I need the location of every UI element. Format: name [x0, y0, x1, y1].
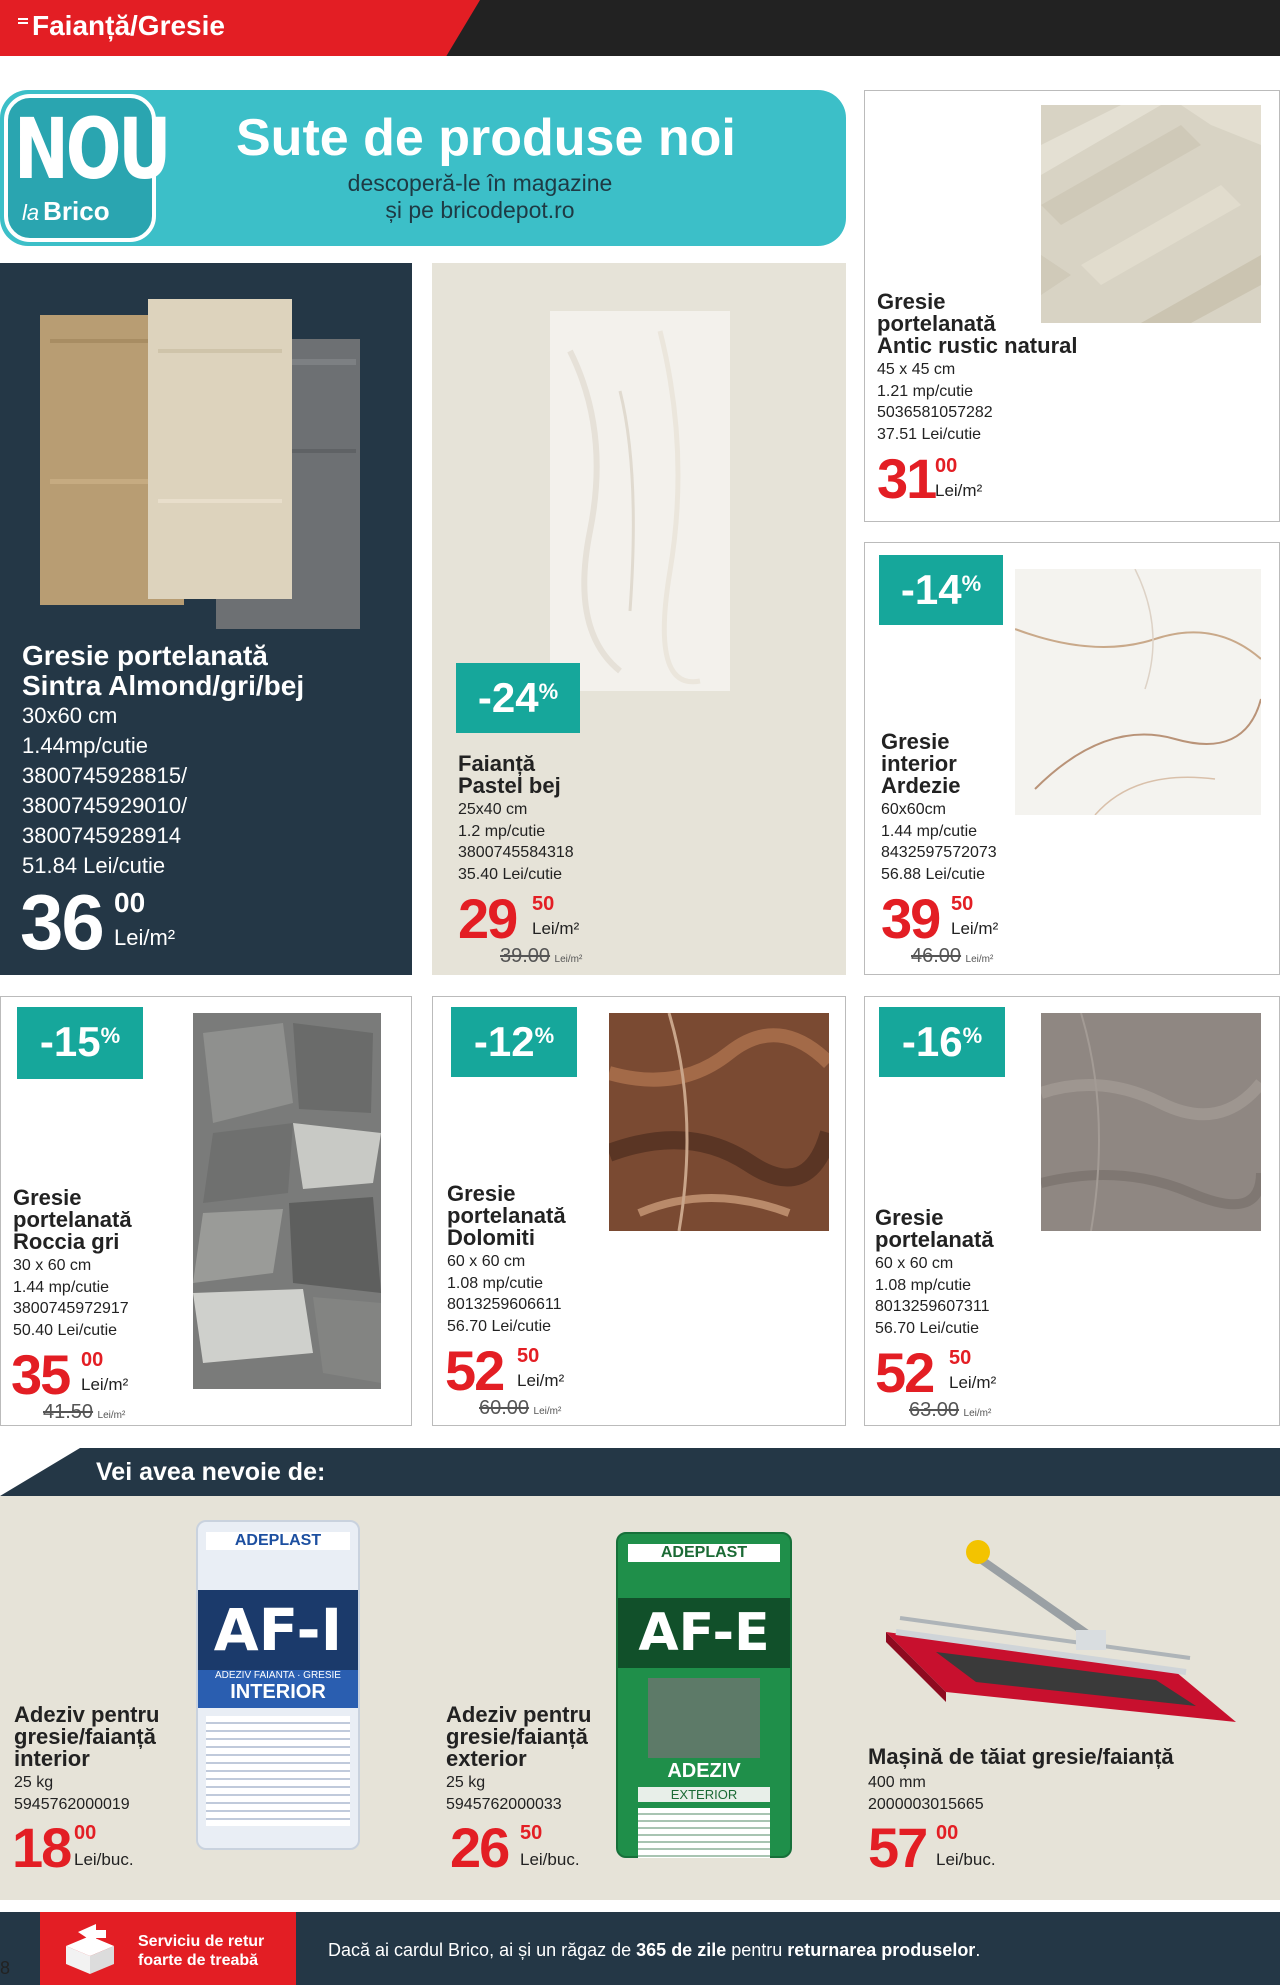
product-card-pastel[interactable] [432, 263, 846, 975]
product-card-roccia[interactable] [0, 996, 412, 1426]
page-number: 8 [0, 1958, 11, 1978]
product-image-af-e: ADEPLAST AF-E ADEZIV EXTERIOR [616, 1532, 792, 1858]
discount-badge: -16% [879, 1007, 1005, 1077]
tile-image-wood [40, 299, 362, 629]
price-cents: 50 [517, 1345, 540, 1367]
return-policy-text: Dacă ai cardul Brico, ai și un răgaz de 365 de zile pentru returnarea produselor. [328, 1940, 981, 1960]
product-card-antic[interactable] [864, 90, 1280, 522]
price-lei: 36 [20, 878, 103, 966]
price-unit: Lei/buc. [936, 1850, 996, 1869]
product-name: Gresie interior Ardezie [881, 729, 961, 798]
tile-image-dolomiti [609, 1013, 829, 1231]
discount-badge: -24% [456, 663, 580, 733]
price-cents: 00 [74, 1822, 97, 1844]
price-lei: 39 [881, 887, 940, 950]
menu-icon [18, 18, 28, 28]
product-card-sintra[interactable] [0, 263, 412, 975]
price-lei: 52 [875, 1341, 934, 1404]
return-service-label: Serviciu de retur foarte de treabă [138, 1933, 265, 1969]
return-box-icon [62, 1924, 118, 1974]
product-specs: 25x40 cm 1.2 mp/cutie 3800745584318 35.40 Lei/cutie [458, 801, 574, 883]
price-unit: Lei/m² [517, 1371, 565, 1390]
product-specs: 60x60cm 1.44 mp/cutie 8432597572073 56.88 Lei/cutie [881, 801, 997, 883]
tools-title: Vei avea nevoie de: [96, 1458, 326, 1486]
price-cents: 50 [949, 1347, 972, 1369]
price-unit: Lei/buc. [74, 1850, 134, 1869]
product-name: Gresie portelanată Dolomiti [447, 1181, 566, 1250]
price-cents: 00 [114, 887, 146, 918]
old-price: 60.00 Lei/m² [479, 1397, 562, 1419]
discount-badge: -14% [879, 555, 1003, 625]
price-unit: Lei/m² [114, 925, 176, 950]
price-cents: 50 [532, 893, 555, 915]
nou-label: NOU [14, 100, 169, 198]
page-title: Faianță/Gresie [32, 10, 225, 41]
old-price: 46.00 Lei/m² [911, 945, 994, 967]
tile-image-slate [1041, 1013, 1261, 1231]
price-lei: 35 [11, 1343, 70, 1406]
product-name: Gresie portelanată [875, 1205, 994, 1252]
product-specs: 60 x 60 cm 1.08 mp/cutie 8013259607311 56.70 Lei/cutie [875, 1255, 990, 1337]
price-lei: 26 [450, 1816, 509, 1879]
product-specs: 30x60 cm 1.44mp/cutie 3800745928815/ 3800745929010/ 3800745928914 51.84 Lei/cutie [22, 703, 188, 878]
price-unit: Lei/buc. [520, 1850, 580, 1869]
product-name: Gresie portelanată Antic rustic natural [877, 289, 1078, 358]
price-lei: 31 [877, 447, 936, 510]
price-unit: Lei/m² [532, 919, 580, 938]
product-card-dolomiti[interactable] [432, 996, 846, 1426]
product-name: Adeziv pentru gresie/faianță interior [14, 1702, 160, 1771]
product-specs: 60 x 60 cm 1.08 mp/cutie 8013259606611 56.70 Lei/cutie [447, 1253, 562, 1335]
price-cents: 00 [936, 1822, 959, 1844]
product-specs: 30 x 60 cm 1.44 mp/cutie 3800745972917 50.40 Lei/cutie [13, 1257, 129, 1339]
price-lei: 29 [458, 887, 517, 950]
product-image-tile-cutter [876, 1522, 1246, 1742]
product-name: Gresie portelanată Roccia gri [13, 1185, 132, 1254]
product-name: Adeziv pentru gresie/faianță exterior [446, 1702, 592, 1771]
brico-logo: la Brico [22, 196, 110, 226]
old-price: 41.50 Lei/m² [43, 1401, 126, 1423]
price-cents: 00 [935, 455, 958, 477]
price-unit: Lei/m² [81, 1375, 129, 1394]
price-lei: 57 [868, 1816, 927, 1879]
price-unit: Lei/m² [935, 481, 983, 500]
tile-image-stone [193, 1013, 381, 1389]
price-lei: 18 [12, 1816, 71, 1879]
price-unit: Lei/m² [951, 919, 999, 938]
price-cents: 50 [951, 893, 974, 915]
tile-image-pastel [550, 311, 730, 691]
tile-image-marble [1015, 569, 1261, 815]
banner-title: Sute de produse noi [236, 109, 736, 167]
product-image-af-i: ADEPLAST AF-I ADEZIV FAIANTA · GRESIE INTERIOR [196, 1520, 360, 1850]
price-lei: 52 [445, 1339, 504, 1402]
product-specs: 25 kg 5945762000019 [14, 1774, 130, 1813]
old-price: 63.00 Lei/m² [909, 1399, 992, 1421]
product-specs: 400 mm 2000003015665 [868, 1774, 984, 1813]
price-cents: 00 [81, 1349, 104, 1371]
price-unit: Lei/m² [949, 1373, 997, 1392]
product-name: Gresie portelanată Sintra Almond/gri/bej [22, 640, 305, 701]
discount-badge: -12% [451, 1007, 577, 1077]
product-specs: 45 x 45 cm 1.21 mp/cutie 5036581057282 37.51 Lei/cutie [877, 361, 993, 443]
product-name: Faianță Pastel bej [458, 751, 561, 798]
product-specs: 25 kg 5945762000033 [446, 1774, 562, 1813]
product-card-ardezie[interactable] [864, 542, 1280, 975]
old-price: 39.00 Lei/m² [500, 945, 583, 967]
product-card-portelanata[interactable] [864, 996, 1280, 1426]
price-cents: 50 [520, 1822, 543, 1844]
banner-subtitle: descoperă-le în magazine și pe bricodepot.ro [347, 170, 613, 223]
discount-badge: -15% [17, 1007, 143, 1079]
product-name: Mașină de tăiat gresie/faianță [868, 1744, 1174, 1769]
